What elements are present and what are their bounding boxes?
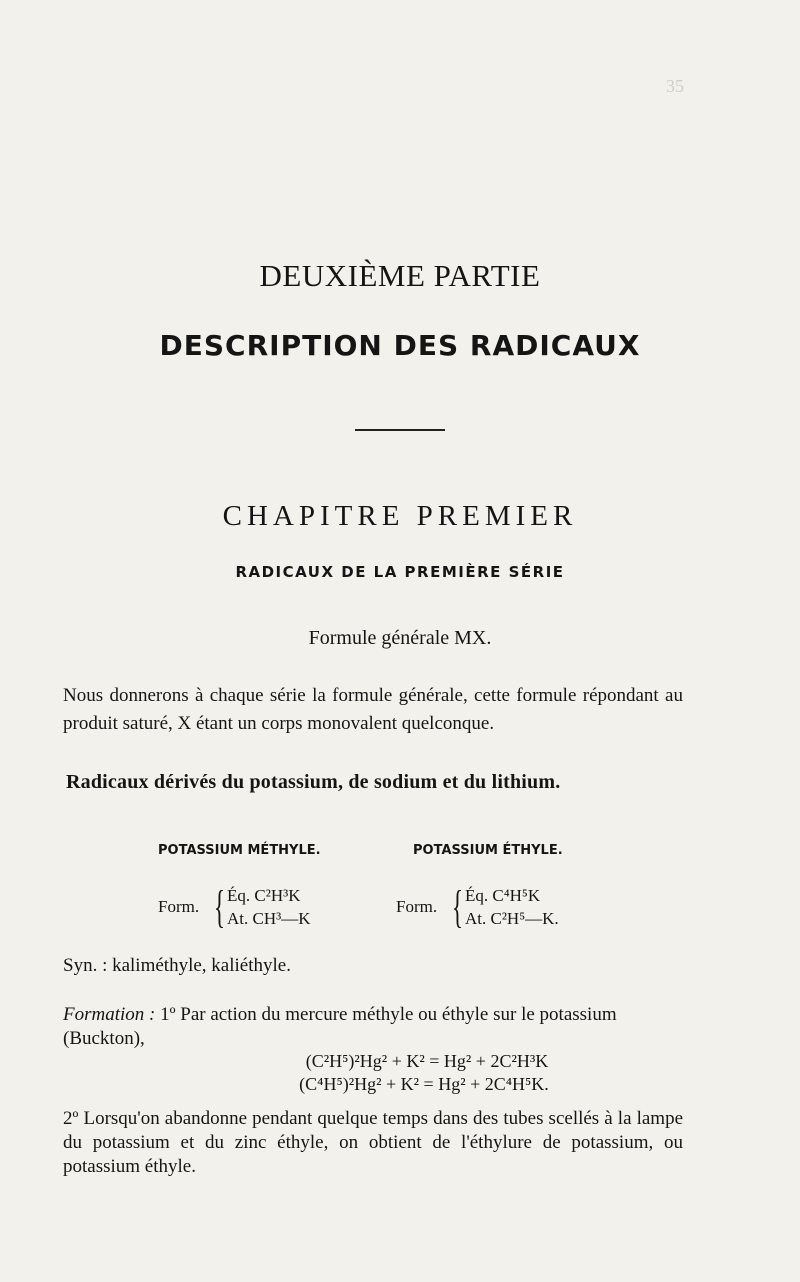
part-title: DEUXIÈME PARTIE (259, 258, 541, 293)
formation-label: Formation : (63, 1004, 156, 1025)
title-rule (355, 429, 445, 431)
bleed-page-number: 35 (666, 76, 684, 96)
column-heading-ethyl: POTASSIUM ÉTHYLE. (413, 843, 563, 858)
column-heading-methyl: POTASSIUM MÉTHYLE. (158, 843, 321, 858)
equation-1: (C²H⁵)²Hg² + K² = Hg² + 2C²H³K (305, 1051, 549, 1071)
section-heading: Radicaux dérivés du potassium, de sodium et du lithium. (66, 771, 561, 793)
brace-symbol: { (214, 881, 226, 932)
paragraph-2: 2º Lorsqu'on abandonne pendant quelque temps dans des tubes scellés à la lampe du potassium et du zinc éthyle, on obtient de l'éthylure de potassium, ou potassium éthyle. (63, 1108, 683, 1177)
intro-paragraph: Nous donnerons à chaque série la formule générale, cette formule répondant au produit saturé, X étant un corps monovalent quelconque. (63, 685, 683, 734)
section-title: DESCRIPTION DES RADICAUX (159, 329, 641, 362)
brace-symbol: { (452, 881, 464, 932)
formation-text: 1º Par action du mercure méthyle ou éthyle sur le potassium (Buckton), (63, 1004, 617, 1049)
equivalent-formula: Éq. C⁴H⁵K (465, 886, 541, 905)
general-formula: Formule générale MX. (308, 627, 492, 649)
atomic-formula: At. CH³—K (227, 909, 311, 928)
chapter-subtitle: RADICAUX DE LA PREMIÈRE SÉRIE (235, 563, 565, 581)
synonyms-line: Syn. : kaliméthyle, kaliéthyle. (63, 955, 291, 976)
atomic-formula: At. C²H⁵—K. (465, 909, 559, 928)
chapter-title: CHAPITRE PREMIER (222, 500, 578, 532)
formation-paragraph (63, 1003, 683, 1051)
equivalent-formula: Éq. C²H³K (227, 886, 301, 905)
form-label: Form. (396, 897, 438, 916)
form-label: Form. (158, 897, 200, 916)
equation-2: (C⁴H⁵)²Hg² + K² = Hg² + 2C⁴H⁵K. (299, 1074, 549, 1094)
